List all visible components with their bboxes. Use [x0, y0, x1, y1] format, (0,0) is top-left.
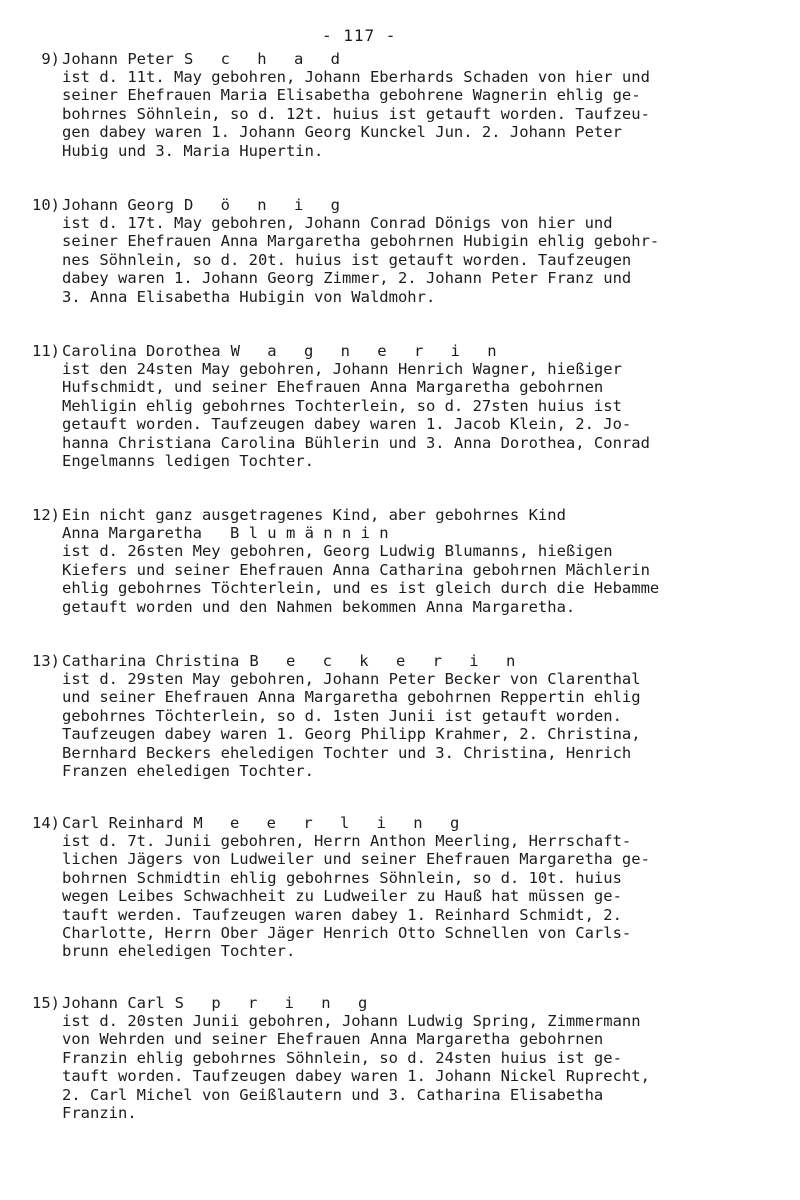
entry-text-line: bohrnes Söhnlein, so d. 12t. huius ist getauft worden. Taufzeu-	[62, 104, 650, 123]
entry-text-line: ist den 24sten May gebohren, Johann Henrich Wagner, hießiger	[62, 360, 622, 378]
entry-number: 13)	[32, 652, 60, 670]
entry-text-line: Taufzeugen dabey waren 1. Georg Philipp Krahmer, 2. Christina,	[62, 725, 641, 744]
entry-text-line: Bernhard Beckers eheledigen Tochter und 3. Christina, Henrich	[62, 743, 632, 762]
entry-text-line: brunn eheledigen Tochter.	[62, 942, 296, 961]
entry-text-line: Hufschmidt, und seiner Ehefrauen Anna Margaretha gebohrnen	[62, 378, 604, 397]
entry-text-line: seiner Ehefrauen Maria Elisabetha gebohrene Wagnerin ehlig ge-	[62, 86, 641, 105]
entry-heading	[18, 652, 788, 670]
entry-text-line: ist d. 17t. May gebohren, Johann Conrad Dönigs von hier und	[62, 214, 613, 232]
entry-text-line: Franzen eheledigen Tochter.	[62, 761, 314, 780]
entry-text-line: ist d. 11t. May gebohren, Johann Eberhards Schaden von hier und	[62, 68, 650, 86]
entry-given-name: Catharina Christina	[62, 652, 240, 670]
baptism-entry-12	[18, 506, 788, 616]
entry-given-name: Ein nicht ganz ausgetragenes Kind, aber gebohrnes Kind	[62, 506, 566, 524]
baptism-entry-13	[18, 652, 788, 780]
entry-heading	[18, 196, 788, 214]
baptism-entry-9	[18, 50, 788, 160]
entry-text-line: getauft worden und den Nahmen bekommen Anna Margaretha.	[62, 597, 576, 616]
entry-number: 14)	[32, 814, 60, 832]
entry-text-line: Charlotte, Herrn Ober Jäger Henrich Otto Schnellen von Carls-	[62, 923, 632, 942]
entry-text-line: von Wehrden und seiner Ehefrauen Anna Margaretha gebohrnen	[62, 1030, 604, 1049]
entry-heading	[18, 50, 788, 68]
entry-text-line: Mehligin ehlig gebohrnes Tochterlein, so d. 27sten huius ist	[62, 396, 622, 415]
entry-text-line: tauft worden. Taufzeugen dabey waren 1. Johann Nickel Ruprecht,	[62, 1067, 650, 1086]
entry-text-line: 3. Anna Elisabetha Hubigin von Waldmohr.	[62, 287, 436, 306]
entry-text-line: ist d. 26sten Mey gebohren, Georg Ludwig Blumanns, hießigen	[62, 542, 613, 561]
entry-given-name: Johann Carl	[62, 994, 165, 1012]
entry-heading	[18, 506, 788, 524]
entry-text-line: ehlig gebohrnes Töchterlein, und es ist gleich durch die Hebamme	[62, 579, 660, 598]
baptism-entry-15	[18, 994, 788, 1122]
entry-number: 9)	[41, 50, 60, 68]
entry-heading	[18, 994, 788, 1012]
entry-text-line: gen dabey waren 1. Johann Georg Kunckel Jun. 2. Johann Peter	[62, 123, 622, 142]
entry-text-line: hanna Christiana Carolina Bühlerin und 3. Anna Dorothea, Conrad	[62, 433, 650, 452]
entry-given-name: Carl Reinhard	[62, 814, 184, 832]
entry-text-line: Franzin ehlig gebohrnes Söhnlein, so d. 24sten huius ist ge-	[62, 1048, 622, 1067]
entry-surname: M e e r l i n g	[193, 814, 469, 832]
entry-text-line: nes Söhnlein, so d. 20t. huius ist getauft worden. Taufzeugen	[62, 250, 632, 269]
entry-text-line: ist d. 7t. Junii gebohren, Herrn Anthon Meerling, Herrschaft-	[62, 832, 632, 850]
entry-text-line: Engelmanns ledigen Tochter.	[62, 451, 314, 470]
entry-number: 12)	[32, 506, 60, 524]
entry-text-line: 2. Carl Michel von Geißlautern und 3. Catharina Elisabetha	[62, 1085, 604, 1104]
page-number: - 117 -	[322, 26, 397, 45]
entry-given-name: Johann Georg	[62, 196, 174, 214]
entry-text-line: getauft worden. Taufzeugen dabey waren 1. Jacob Klein, 2. Jo-	[62, 415, 632, 434]
entry-text-line: bohrnen Schmidtin ehlig gebohrnes Söhnlein, so d. 10t. huius	[62, 868, 622, 887]
entry-text-line: ist d. 29sten May gebohren, Johann Peter Becker von Clarenthal	[62, 670, 641, 688]
entry-text-line: tauft werden. Taufzeugen waren dabey 1. Reinhard Schmidt, 2.	[62, 905, 622, 924]
entry-number: 10)	[32, 196, 60, 214]
entry-heading	[18, 342, 788, 360]
entry-text-line: wegen Leibes Schwachheit zu Ludweiler zu Hauß hat müssen ge-	[62, 887, 622, 906]
entry-text-line: Franzin.	[62, 1103, 137, 1122]
entry-text-line: lichen Jägers von Ludweiler und seiner Ehefrauen Margaretha ge-	[62, 850, 650, 869]
baptism-entry-14	[18, 814, 788, 961]
entry-surname: S p r i n g	[174, 994, 377, 1012]
entry-text-line: Hubig und 3. Maria Hupertin.	[62, 141, 324, 160]
entry-surname: D ö n i g	[183, 196, 349, 214]
entry-number: 11)	[32, 342, 60, 360]
entry-given-name: Carolina Dorothea	[62, 342, 221, 360]
entry-given-name: Johann Peter	[62, 50, 174, 68]
entry-text-line: seiner Ehefrauen Anna Margaretha gebohrnen Hubigin ehlig gebohr-	[62, 232, 660, 251]
entry-text-line: und seiner Ehefrauen Anna Margaretha gebohrnen Reppertin ehlig	[62, 688, 641, 707]
entry-text-line: ist d. 20sten Junii gebohren, Johann Ludwig Spring, Zimmermann	[62, 1012, 641, 1030]
entry-name-line: Anna Margaretha B l u m ä n n i n	[62, 524, 389, 542]
entry-text-line: Kiefers und seiner Ehefrauen Anna Catharina gebohrnen Mächlerin	[62, 560, 650, 579]
entry-text-line: gebohrnes Töchterlein, so d. 1sten Junii ist getauft worden.	[62, 706, 622, 725]
entry-text-line: dabey waren 1. Johann Georg Zimmer, 2. Johann Peter Franz und	[62, 269, 632, 288]
entry-heading	[18, 814, 788, 832]
baptism-entry-10	[18, 196, 788, 306]
entry-number: 15)	[32, 994, 60, 1012]
entry-surname: W a g n e r i n	[230, 342, 506, 360]
entry-surname: B e c k e r i n	[249, 652, 525, 670]
entry-surname: S c h a d	[183, 50, 349, 68]
baptism-entry-11	[18, 342, 788, 470]
